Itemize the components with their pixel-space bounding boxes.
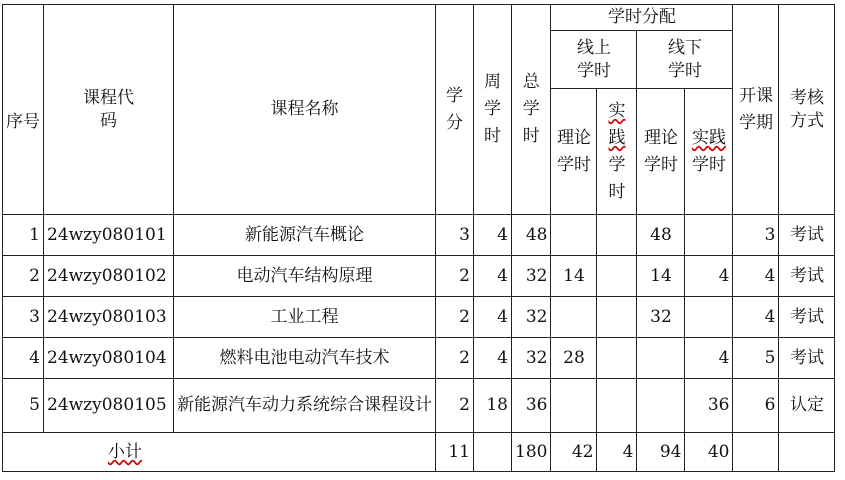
cell-offline-theory: 48 — [637, 215, 685, 256]
cell-online-theory: 28 — [551, 338, 597, 379]
header-seq: 序号 — [3, 5, 44, 215]
subtotal-weekly — [474, 433, 512, 472]
header-name: 课程名称 — [174, 5, 436, 215]
cell-offline-theory: 14 — [637, 256, 685, 297]
cell-assessment: 考试 — [779, 338, 835, 379]
cell-offline-practice: 4 — [685, 256, 733, 297]
cell-offline-practice: 4 — [685, 338, 733, 379]
subtotal-offline-theory: 94 — [637, 433, 685, 472]
subtotal-label-cell — [3, 433, 436, 472]
cell-assessment: 考试 — [779, 256, 835, 297]
cell-assessment: 考试 — [779, 297, 835, 338]
cell-semester: 4 — [733, 297, 779, 338]
cell-online-practice — [597, 379, 637, 433]
cell-total: 32 — [512, 338, 551, 379]
cell-code: 24wzy080105 — [44, 379, 174, 433]
header-online-theory: 理论学时 — [551, 89, 597, 215]
cell-offline-practice — [685, 297, 733, 338]
cell-online-practice — [597, 338, 637, 379]
cell-offline-theory: 32 — [637, 297, 685, 338]
subtotal-credit: 11 — [436, 433, 474, 472]
table-row — [3, 297, 835, 338]
header-assessment: 考核方式 — [779, 5, 835, 215]
table-row — [3, 338, 835, 379]
cell-total: 32 — [512, 256, 551, 297]
subtotal-online-theory: 42 — [551, 433, 597, 472]
table-row — [3, 215, 835, 256]
subtotal-label: 小计 — [108, 441, 142, 462]
cell-online-practice — [597, 256, 637, 297]
cell-online-practice — [597, 297, 637, 338]
cell-credit: 2 — [436, 338, 474, 379]
cell-seq: 3 — [3, 297, 44, 338]
cell-weekly: 4 — [474, 256, 512, 297]
cell-offline-theory — [637, 338, 685, 379]
header-online: 线上学时 — [551, 31, 637, 89]
subtotal-assessment — [779, 433, 835, 472]
cell-credit: 2 — [436, 379, 474, 433]
cell-online-theory — [551, 297, 597, 338]
cell-weekly: 4 — [474, 215, 512, 256]
subtotal-total: 180 — [512, 433, 551, 472]
cell-semester: 6 — [733, 379, 779, 433]
cell-online-practice — [597, 215, 637, 256]
header-offline-theory: 理论学时 — [637, 89, 685, 215]
cell-semester: 5 — [733, 338, 779, 379]
cell-seq: 4 — [3, 338, 44, 379]
cell-credit: 2 — [436, 297, 474, 338]
cell-weekly: 4 — [474, 297, 512, 338]
cell-online-theory — [551, 379, 597, 433]
cell-total: 48 — [512, 215, 551, 256]
header-semester: 开课学期 — [733, 5, 779, 215]
course-table — [2, 4, 835, 472]
cell-seq: 1 — [3, 215, 44, 256]
cell-name: 工业工程 — [174, 297, 436, 338]
subtotal-online-practice: 4 — [597, 433, 637, 472]
table-row — [3, 379, 835, 433]
header-weekly: 周学时 — [474, 5, 512, 215]
cell-code: 24wzy080103 — [44, 297, 174, 338]
subtotal-row — [3, 433, 835, 472]
cell-name: 电动汽车结构原理 — [174, 256, 436, 297]
cell-offline-practice: 36 — [685, 379, 733, 433]
header-total: 总学时 — [512, 5, 551, 215]
cell-code: 24wzy080101 — [44, 215, 174, 256]
cell-code: 24wzy080104 — [44, 338, 174, 379]
cell-semester: 3 — [733, 215, 779, 256]
table-row — [3, 256, 835, 297]
cell-credit: 3 — [436, 215, 474, 256]
subtotal-semester — [733, 433, 779, 472]
header-offline: 线下学时 — [637, 31, 733, 89]
header-online-practice: 实践学时 — [597, 89, 637, 215]
cell-seq: 2 — [3, 256, 44, 297]
header-allocation: 学时分配 — [551, 5, 733, 31]
cell-weekly: 4 — [474, 338, 512, 379]
cell-credit: 2 — [436, 256, 474, 297]
cell-total: 36 — [512, 379, 551, 433]
cell-weekly: 18 — [474, 379, 512, 433]
cell-code: 24wzy080102 — [44, 256, 174, 297]
header-code: 课程代码 — [44, 5, 174, 215]
cell-seq: 5 — [3, 379, 44, 433]
cell-online-theory — [551, 215, 597, 256]
header-offline-practice: 实践学时 — [685, 89, 733, 215]
subtotal-offline-practice: 40 — [685, 433, 733, 472]
cell-offline-theory — [637, 379, 685, 433]
cell-online-theory: 14 — [551, 256, 597, 297]
cell-semester: 4 — [733, 256, 779, 297]
cell-offline-practice — [685, 215, 733, 256]
cell-name: 新能源汽车概论 — [174, 215, 436, 256]
cell-total: 32 — [512, 297, 551, 338]
cell-assessment: 考试 — [779, 215, 835, 256]
cell-assessment: 认定 — [779, 379, 835, 433]
cell-name: 燃料电池电动汽车技术 — [174, 338, 436, 379]
cell-name: 新能源汽车动力系统综合课程设计 — [174, 379, 436, 433]
header-credit: 学分 — [436, 5, 474, 215]
